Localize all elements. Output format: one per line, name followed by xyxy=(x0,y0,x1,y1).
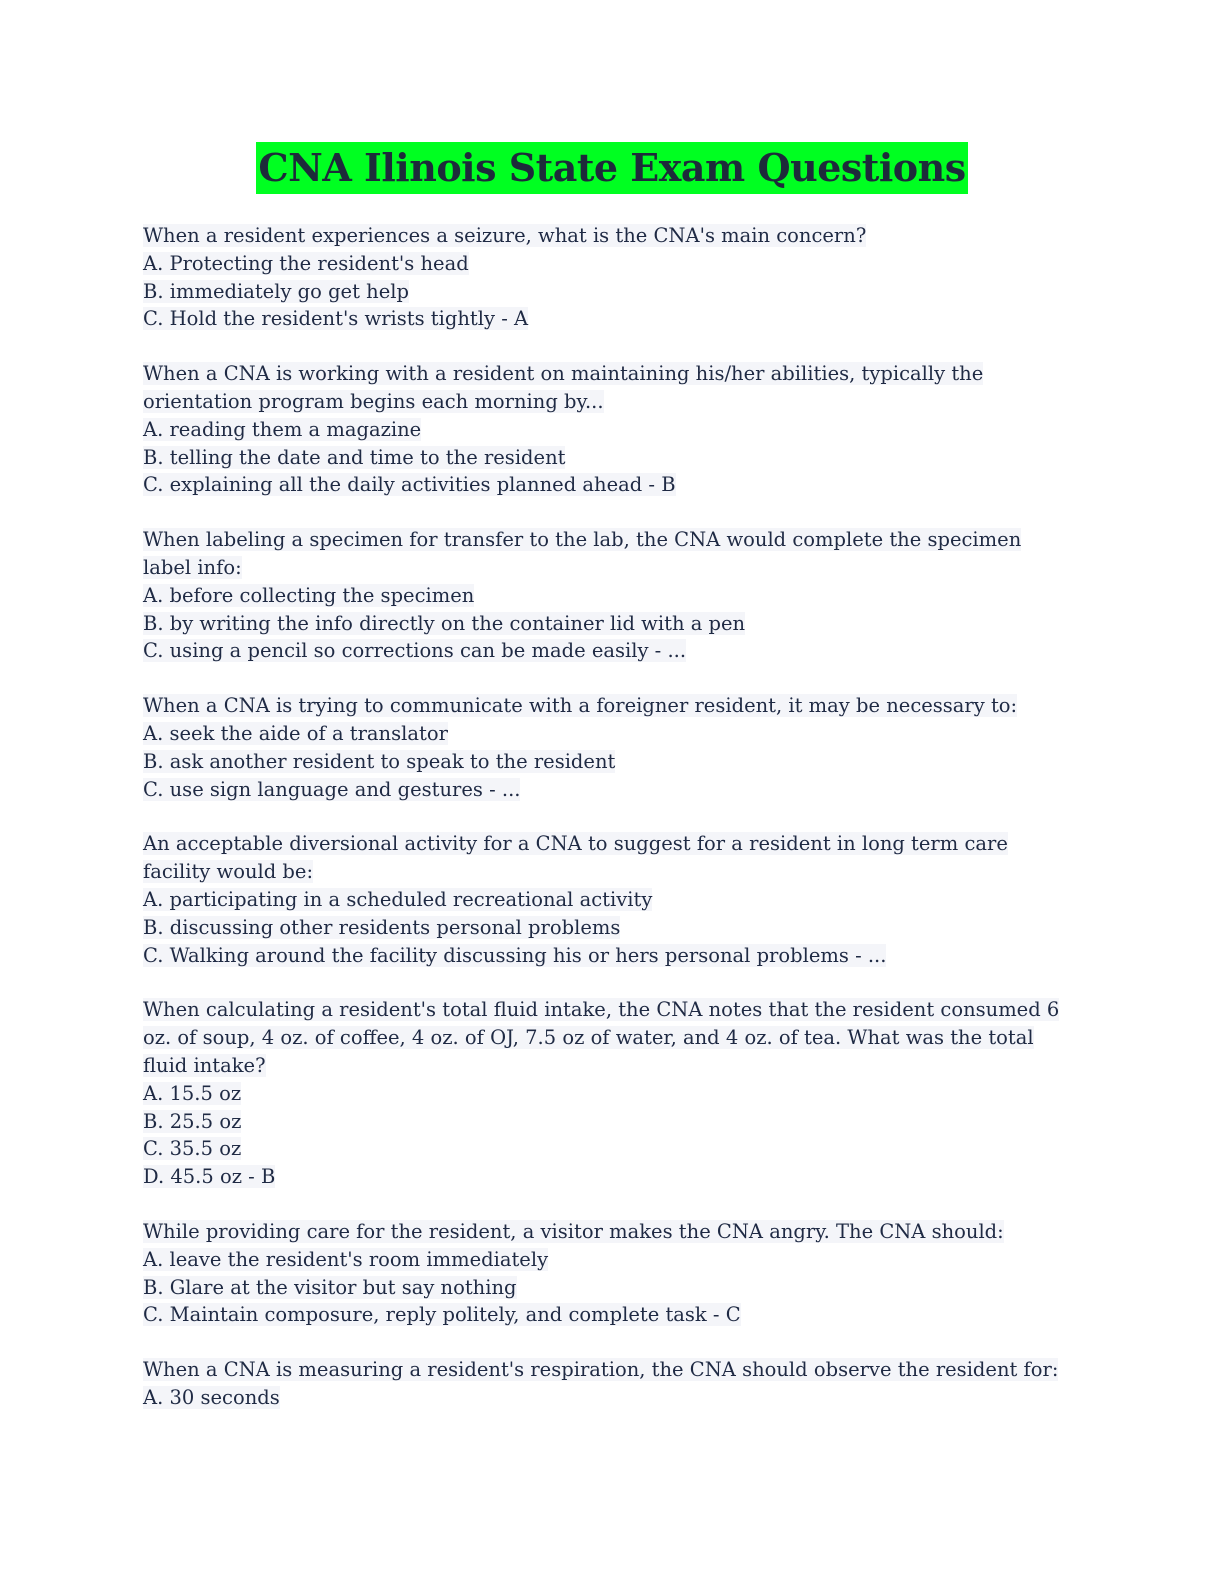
question-block xyxy=(143,526,1083,665)
answer-option-text: C. use sign language and gestures - ... xyxy=(143,777,521,801)
answer-option-text: B. Glare at the visitor but say nothing xyxy=(143,1275,517,1299)
answer-option-line xyxy=(143,1384,1083,1412)
question-list xyxy=(143,222,1083,1439)
question-stem-line xyxy=(143,1052,1083,1080)
question-stem-line xyxy=(143,1356,1083,1384)
answer-option-line xyxy=(143,637,1083,665)
question-block xyxy=(143,360,1083,499)
answer-option-text: A. Protecting the resident's head xyxy=(143,251,469,275)
question-stem-text: facility would be: xyxy=(143,860,314,884)
answer-option-line xyxy=(143,942,1083,970)
answer-option-line xyxy=(143,1301,1083,1329)
answer-option-text: C. Walking around the facility discussing his or hers personal problems - ... xyxy=(143,943,887,967)
answer-option-line xyxy=(143,1108,1083,1136)
document-title: CNA Ilinois State Exam Questions xyxy=(256,142,967,194)
answer-option-text: A. participating in a scheduled recreational activity xyxy=(143,887,653,911)
question-stem-text: When labeling a specimen for transfer to the lab, the CNA would complete the specimen xyxy=(143,528,1022,552)
answer-option-text: B. 25.5 oz xyxy=(143,1109,242,1133)
question-block xyxy=(143,830,1083,969)
answer-option-text: A. 15.5 oz xyxy=(143,1081,242,1105)
answer-option-line xyxy=(143,1163,1083,1191)
answer-option-line xyxy=(143,1246,1083,1274)
answer-option-line xyxy=(143,278,1083,306)
answer-option-text: C. 35.5 oz xyxy=(143,1137,242,1161)
question-stem-text: orientation program begins each morning by... xyxy=(143,389,604,413)
question-block xyxy=(143,692,1083,803)
answer-option-text: B. ask another resident to speak to the resident xyxy=(143,749,616,773)
answer-option-line xyxy=(143,416,1083,444)
answer-option-text: A. seek the aide of a translator xyxy=(143,721,448,745)
answer-option-text: C. Hold the resident's wrists tightly - A xyxy=(143,307,529,331)
answer-option-text: D. 45.5 oz - B xyxy=(143,1165,276,1189)
answer-option-line xyxy=(143,776,1083,804)
answer-option-text: B. by writing the info directly on the container lid with a pen xyxy=(143,611,746,635)
answer-option-line xyxy=(143,582,1083,610)
question-block xyxy=(143,222,1083,333)
question-stem-line xyxy=(143,526,1083,554)
question-block xyxy=(143,996,1083,1191)
question-block xyxy=(143,1218,1083,1329)
answer-option-text: B. discussing other residents personal problems xyxy=(143,915,621,939)
answer-option-line xyxy=(143,305,1083,333)
answer-option-line xyxy=(143,914,1083,942)
answer-option-text: C. explaining all the daily activities planned ahead - B xyxy=(143,473,676,497)
question-stem-line xyxy=(143,388,1083,416)
question-stem-text: When a resident experiences a seizure, what is the CNA's main concern? xyxy=(143,224,867,247)
question-block xyxy=(143,1356,1083,1412)
question-stem-text: When calculating a resident's total fluid intake, the CNA notes that the resident consumed 6 xyxy=(143,998,1060,1022)
answer-option-line xyxy=(143,886,1083,914)
answer-option-text: C. Maintain composure, reply politely, and complete task - C xyxy=(143,1303,741,1327)
question-stem-text: An acceptable diversional activity for a CNA to suggest for a resident in long term care xyxy=(143,832,1008,856)
question-stem-text: While providing care for the resident, a visitor makes the CNA angry. The CNA should: xyxy=(143,1219,1004,1243)
answer-option-text: A. before collecting the specimen xyxy=(143,583,475,607)
answer-option-text: B. telling the date and time to the resident xyxy=(143,445,566,469)
question-stem-line xyxy=(143,858,1083,886)
answer-option-text: B. immediately go get help xyxy=(143,279,409,303)
question-stem-text: When a CNA is measuring a resident's respiration, the CNA should observe the resident for: xyxy=(143,1358,1059,1382)
answer-option-line xyxy=(143,610,1083,638)
answer-option-line xyxy=(143,250,1083,278)
answer-option-text: C. using a pencil so corrections can be made easily - ... xyxy=(143,639,687,663)
question-stem-text: label info: xyxy=(143,555,242,579)
question-stem-line xyxy=(143,1218,1083,1246)
answer-option-line xyxy=(143,748,1083,776)
answer-option-line xyxy=(143,1135,1083,1163)
answer-option-line xyxy=(143,1274,1083,1302)
question-stem-text: When a CNA is trying to communicate with a foreigner resident, it may be necessary to: xyxy=(143,694,1018,718)
question-stem-line xyxy=(143,692,1083,720)
title-wrapper xyxy=(0,142,1224,194)
question-stem-line xyxy=(143,554,1083,582)
answer-option-line xyxy=(143,720,1083,748)
question-stem-line xyxy=(143,830,1083,858)
question-stem-line xyxy=(143,222,1083,250)
question-stem-text: When a CNA is working with a resident on maintaining his/her abilities, typically the xyxy=(143,362,984,386)
answer-option-text: A. reading them a magazine xyxy=(143,417,422,441)
answer-option-text: A. 30 seconds xyxy=(143,1385,280,1409)
question-stem-text: fluid intake? xyxy=(143,1053,266,1077)
answer-option-line xyxy=(143,471,1083,499)
answer-option-text: A. leave the resident's room immediately xyxy=(143,1247,549,1271)
question-stem-line xyxy=(143,1024,1083,1052)
answer-option-line xyxy=(143,444,1083,472)
answer-option-line xyxy=(143,1080,1083,1108)
question-stem-line xyxy=(143,360,1083,388)
question-stem-line xyxy=(143,996,1083,1024)
question-stem-text: oz. of soup, 4 oz. of coffee, 4 oz. of OJ, 7.5 oz of water, and 4 oz. of tea. What was the total xyxy=(143,1026,1034,1050)
